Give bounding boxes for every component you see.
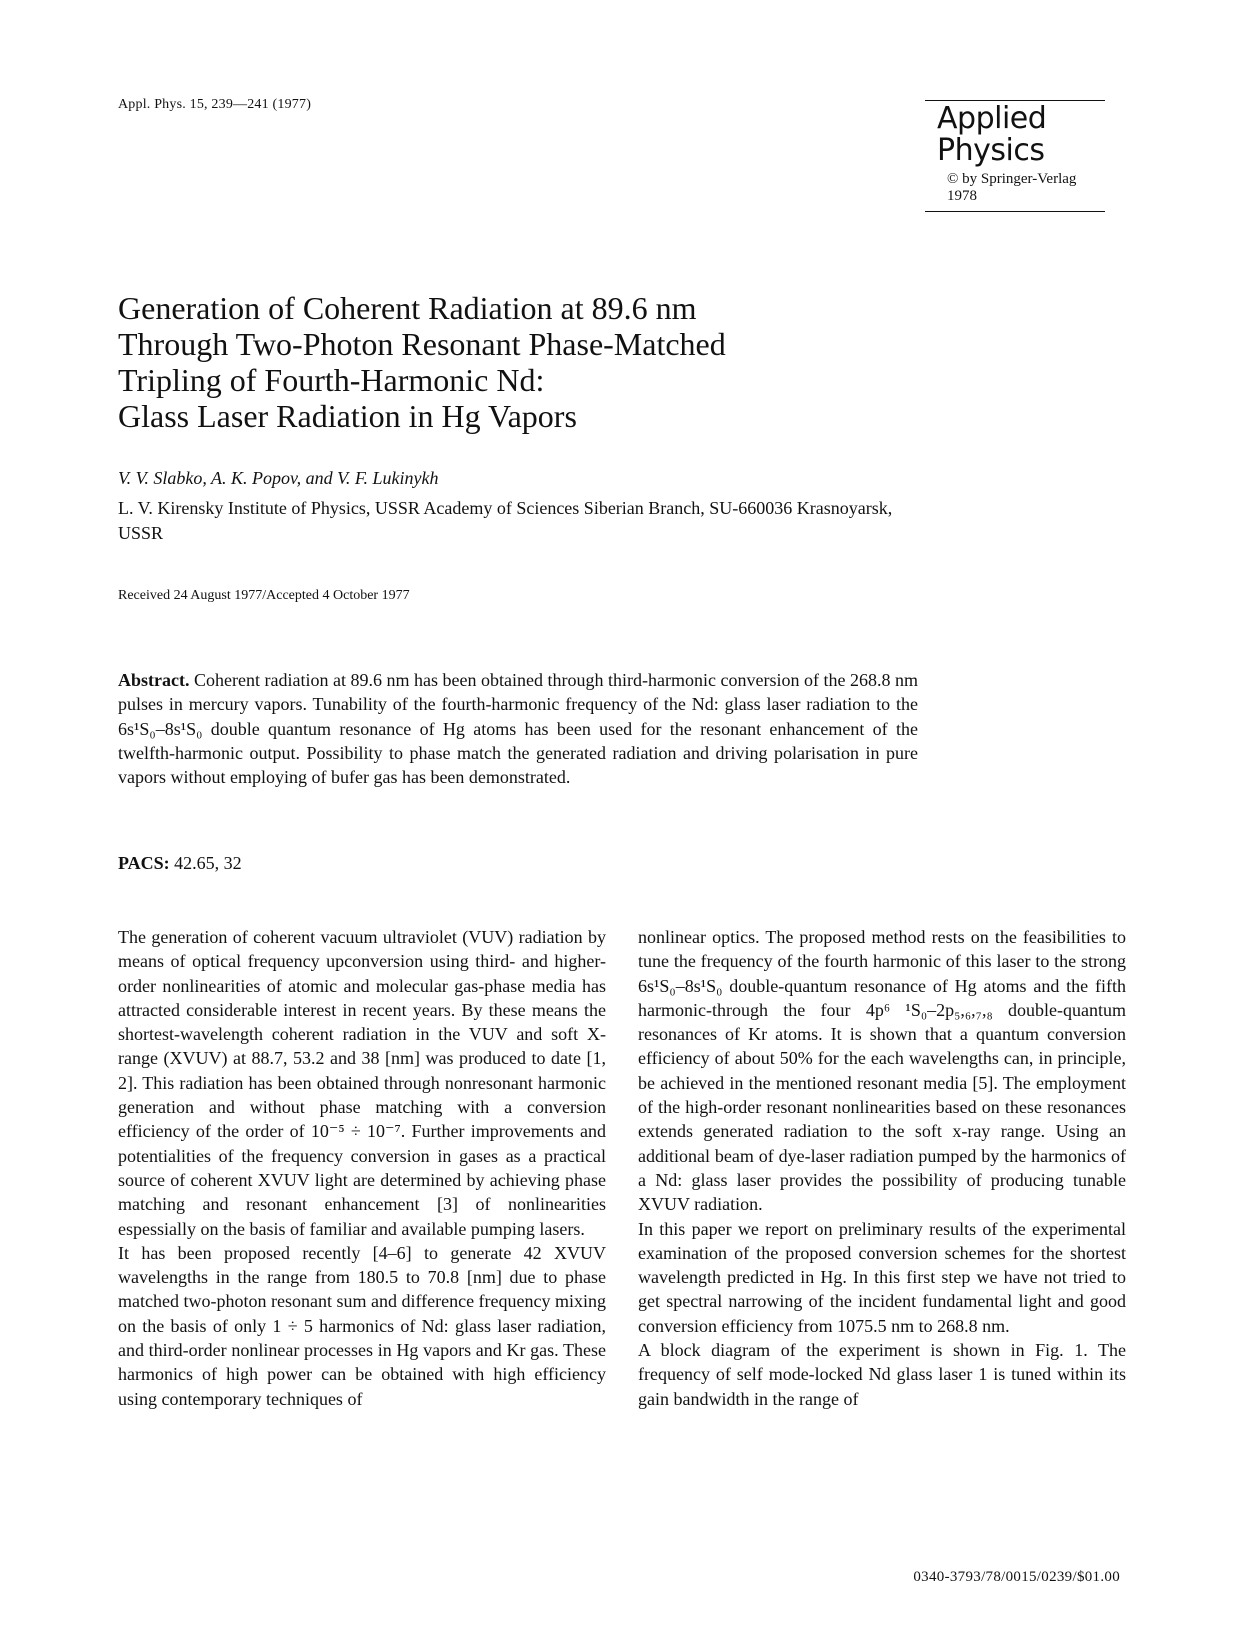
body-paragraph: It has been proposed recently [4–6] to generate 42 XVUV wavelengths in the range from 180.5 to 70.8 [nm] due to phase matched two-photon resonant sum and difference frequency mixing on the basis of only 1 ÷ 5 harmonics of Nd: glass laser radiation, and third-order nonlinear processes in Hg vapors and Kr gas. These harmonics of high power can be obtained with high efficiency using contemporary techniques of	[118, 1242, 607, 1409]
abstract-text: Coherent radiation at 89.6 nm has been obtained through third-harmonic conversion of the 268.8 nm pulses in mercury vapors. Tunability of the fourth-harmonic frequency of the Nd: glass laser radiation to the 6s¹S₀–8s¹S₀ double quantum resonance of Hg atoms has been used for the resonant enhancement of the twelfth-harmonic output. Possibility to phase match the generated radiation and driving polarisation in pure vapors without employing of bufer gas has been demonstrated.	[118, 670, 918, 788]
title-line: Glass Laser Radiation in Hg Vapors	[118, 398, 577, 434]
body-paragraph: nonlinear optics. The proposed method rests on the feasibilities to tune the frequency of the fourth harmonic of this laser to the strong 6s¹S₀–8s¹S₀ double-quantum resonance of Hg atoms and the fifth harmonic-through the four 4p⁶ ¹S₀–2p₅,₆,₇,₈ double-quantum resonances of Kr atoms. It is shown that a quantum conversion efficiency of about 50% for the each wavelengths can, in principle, be achieved in the mentioned resonant media [5]. The employment of the high-order resonant nonlinearities based on these resonances extends generated radiation to the soft x-ray range. Using an additional beam of dye-laser radiation pumped by the harmonics of a Nd: glass laser provides the possibility of producing tunable XVUV radiation.	[638, 927, 1126, 1215]
journal-name-line1: Applied	[937, 101, 1047, 136]
body-paragraph: A block diagram of the experiment is shown in Fig. 1. The frequency of self mode-locked Nd glass laser 1 is tuned within its gain bandwidth in the range of	[638, 1340, 1126, 1409]
received-dates: Received 24 August 1977/Accepted 4 October 1977	[118, 588, 410, 603]
journal-name-line2: Physics	[937, 133, 1045, 168]
abstract-label: Abstract.	[118, 670, 190, 690]
abstract	[118, 668, 918, 789]
affiliation: L. V. Kirensky Institute of Physics, USSR Academy of Sciences Siberian Branch, SU-660036 Krasnoyarsk, USSR	[118, 498, 893, 543]
pacs-value: 42.65, 32	[174, 853, 242, 873]
article-code: 0340-3793/78/0015/0239/$01.00	[913, 1569, 1120, 1585]
pacs-label: PACS:	[118, 853, 170, 873]
body-paragraph: In this paper we report on preliminary results of the experimental examination of the proposed conversion schemes for the shortest wavelength predicted in Hg. In this first step we have not tried to get spectral narrowing of the incident fundamental light and good conversion efficiency from 1075.5 nm to 268.8 nm.	[638, 1218, 1126, 1336]
body-column-right	[638, 925, 1126, 1411]
journal-masthead	[925, 100, 1105, 212]
title-line: Generation of Coherent Radiation at 89.6 nm	[118, 290, 697, 326]
title-line: Through Two-Photon Resonant Phase-Matched	[118, 326, 726, 362]
pacs-line	[118, 853, 242, 874]
body-paragraph: The generation of coherent vacuum ultraviolet (VUV) radiation by means of optical frequency upconversion using third- and higher-order nonlinearities of atomic and molecular gas-phase media has attracted considerable interest in recent years. By these means the shortest-wavelength coherent radiation in the VUV and soft X-range (XVUV) at 88.7, 53.2 and 38 [nm] was produced to date [1, 2]. This radiation has been obtained through nonresonant harmonic generation and without phase matching with a conversion efficiency of the order of 10⁻⁵ ÷ 10⁻⁷. Further improvements and potentialities of the frequency conversion in gases as a practical source of coherent XVUV light are determined by achieving phase matching and resonant enhancement [3] of nonlinearities espessially on the basis of familiar and available pumping lasers.	[118, 927, 606, 1239]
body-column-left	[118, 925, 606, 1411]
journal-citation: Appl. Phys. 15, 239—241 (1977)	[118, 97, 312, 112]
masthead-bottom-rule	[925, 211, 1105, 212]
copyright-notice: © by Springer-Verlag 1978	[947, 171, 1077, 204]
author-list: V. V. Slabko, A. K. Popov, and V. F. Lukinykh	[118, 468, 439, 488]
title-line: Tripling of Fourth-Harmonic Nd:	[118, 362, 545, 398]
article-title	[118, 290, 938, 434]
